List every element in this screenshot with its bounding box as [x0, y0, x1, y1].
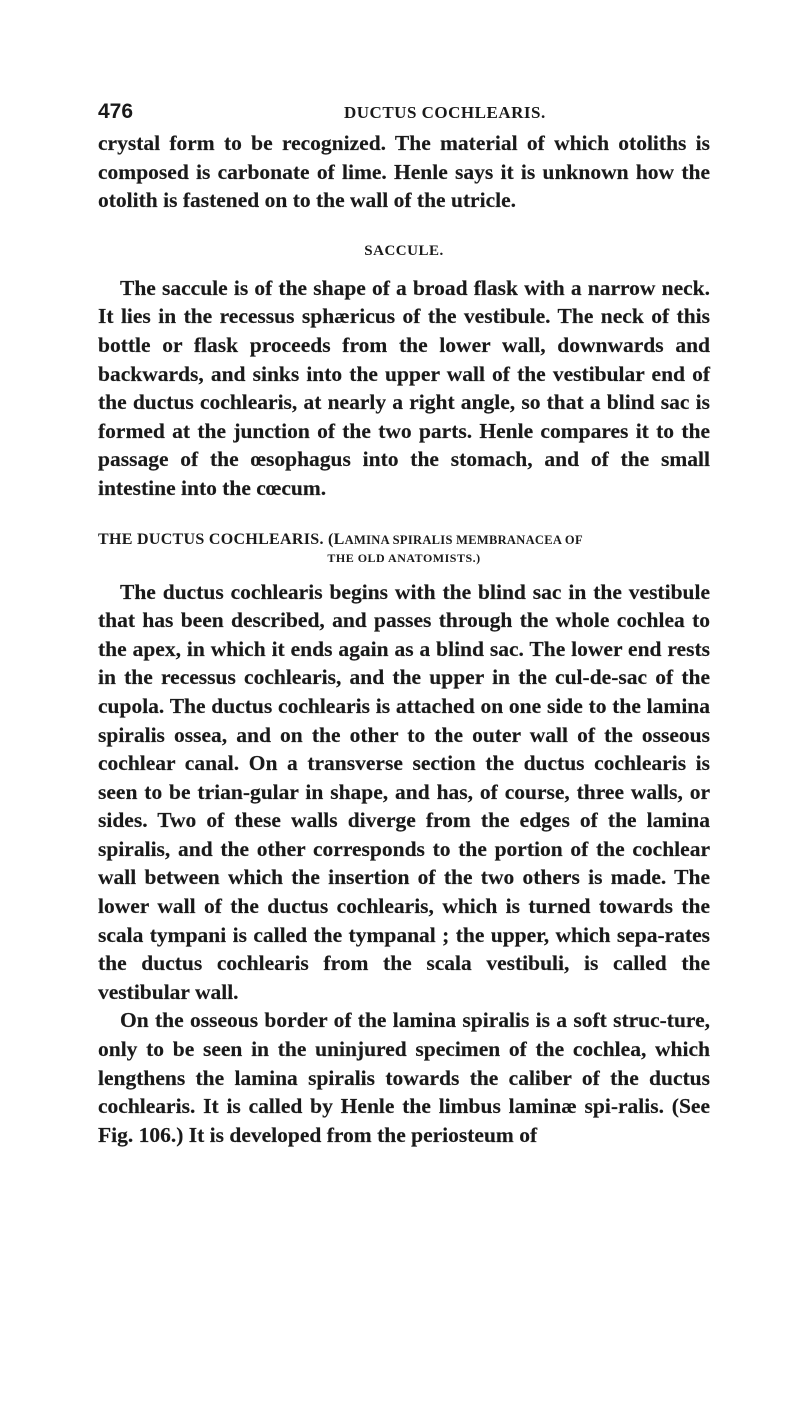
running-title: DUCTUS COCHLEARIS. [344, 103, 546, 122]
ductus-heading-main: THE DUCTUS COCHLEARIS. (L [98, 530, 345, 548]
book-page [98, 100, 710, 1149]
paragraph-saccule: The saccule is of the shape of a broad flask with a narrow neck. It lies in the recessus sphæricus of the vestibule. The neck of this bottle or flask proceeds from the lower wall, downwards and backwards, and sinks into the upper wall of the vestibular end of the ductus cochlearis, at nearly a right angle, so that a blind sac is formed at the junction of the two parts. Henle compares it to the passage of the œsophagus into the stomach, and of the small intestine into the cœcum. [98, 275, 710, 500]
page-number: 476 [98, 100, 134, 123]
paragraph-ductus: The ductus cochlearis begins with the blind sac in the vestibule that has been described, and passes through the whole cochlea to the apex, in which it ends again as a blind sac. The lower end rests in the recessus cochlearis, and the upper in the cul-de-sac of the cupola. The ductus cochlearis is attached on one side to the lamina spiralis ossea, and on the other to the outer wall of the osseous cochlear canal. On a transverse section the ductus cochlearis is seen to be trian-gular in shape, and has, of course, three walls, or sides. Two of these walls diverge from the edges of the lamina spiralis, and the other corresponds to the portion of the cochlear wall between which the insertion of the two others is made. The lower wall of the ductus cochlearis, which is turned towards the scala tympani is called the tympanal ; the upper, which sepa-rates the ductus cochlearis from the scala vestibuli, is called the vestibular wall. [98, 579, 710, 1004]
ductus-heading-rest: AMINA SPIRALIS MEMBRANACEA OF [344, 532, 583, 547]
ductus-heading-line-2: THE OLD ANATOMISTS.) [327, 550, 481, 565]
running-header [98, 100, 710, 134]
ductus-heading-line-1 [98, 531, 710, 549]
section-heading-saccule: SACCULE. [364, 242, 444, 259]
section-heading-ductus [98, 531, 710, 566]
paragraph-limbus: On the osseous border of the lamina spiralis is a soft struc-ture, only to be seen in the uninjured specimen of the cochlea, which lengthens the lamina spiralis towards the caliber of the ductus cochlearis. It is called by Henle the limbus laminæ spi-ralis. (See Fig. 106.) It is developed from the periosteum of [98, 1008, 710, 1147]
paragraph-otoliths: crystal form to be recognized. The material of which otoliths is composed is carbonate of lime. Henle says it is unknown how the otolith is fastened on to the wall of the utricle. [98, 131, 710, 213]
